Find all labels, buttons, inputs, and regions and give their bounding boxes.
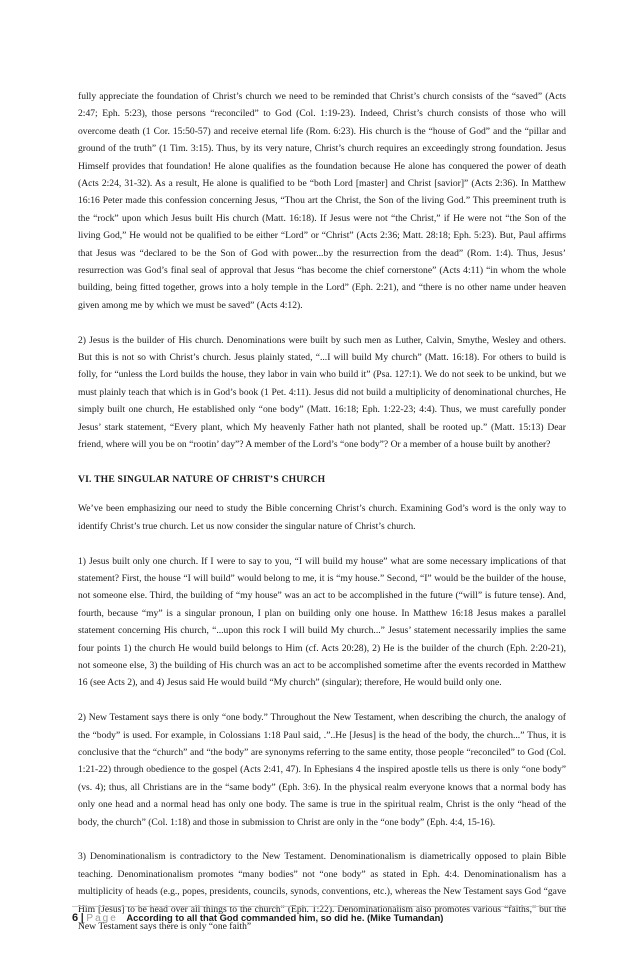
paragraph-denominationalism: 3) Denominationalism is contradictory to the New Testament. Denominationalism is diametrically opposed to plain Bible teaching. Denominationalism promotes “many bodies” not “one body” as stated in Eph. 4:4. Denominationalism has a multiplicity of heads (e.g., popes, presidents, councils, synods, conventions, etc.), whereas the New Testament says God “gave Him [Jesus] to be head over all things to the church” (Eph. 1:22). Denominationalism also promotes various “faiths,” but the New Testament says there is only “one faith” (78, 851, 566, 933)
paragraph-one-body: 2) New Testament says there is only “one body.” Throughout the New Testament, when describing the church, the analogy of the “body” is used. For example, in Colossians 1:18 Paul said, .”..He [Jesus] is the head of the body, the church...” Thus, it is conclusive that the “church” and “the body” are synonyms referring to the same entity, those people “reconciled” to God (Col. 1:21-22) through obedience to the gospel (Acts 2:41, 47). In Ephesians 4 the inspired apostle tells us there is only “one body” (vs. 4); thus, all Christians are in the “same body” (Eph. 3:6). In the physical realm everyone knows that a normal body has only one head and a normal head has only one body. The same is true in the spiritual realm, Christ is the only “head of the body, the church” (Col. 1:18) and those in submission to Christ are only in the “one body” (Eph. 4:4, 15-16). (78, 712, 566, 828)
paragraph-intro: We’ve been emphasizing our need to study the Bible concerning Christ’s church. Examining God’s word is the only way to identify Christ’s true church. Let us now consider the singular nature of Christ’s church. (78, 503, 566, 532)
paragraph-one-church: 1) Jesus built only one church. If I were to say to you, “I will build my house” what are some necessary implications of that statement? First, the house “I will build” would belong to me, it is “my house.” Second, “I” would be the builder of the house, not someone else. Third, the building of “my house” was an act to be accomplished in the future (“will” is future tense). And, fourth, because “my” is a singular pronoun, I plan on building only one house. In Matthew 16:18 Jesus makes a parallel statement concerning His church, “...upon this rock I will build My church...” Jesus’ statement necessarily implies the same four points 1) the church He would build belongs to Him (cf. Acts 20:28), 2) He is the builder of the church (Eph. 2:20-21), not someone else, 3) the building of His church was an act to be accomplished sometime after the events recorded in Matthew 16 (see Acts 2), and 4) Jesus said He would build “My church” (singular); therefore, He would build only one. (78, 555, 566, 689)
page-label: Page (86, 913, 118, 924)
paragraph-builder: 2) Jesus is the builder of His church. Denominations were built by such men as Luther, Calvin, Smythe, Wesley and others. But this is not so with Christ’s church. Jesus plainly stated, “...I will build My church” (Matt. 16:18). For others to build is folly, for “unless the Lord builds the house, they labor in vain who build it” (Psa. 127:1). We do not seek to be unkind, but we must plainly teach that which is in God’s book (1 Pet. 4:11). Jesus did not build a multiplicity of denominational churches, He simply built one church, He established only “one body” (Matt. 16:18; Eph. 1:22-23; 4:4). Thus, we must carefully ponder Jesus’ stark statement, “Every plant, which My heavenly Father hath not planted, shall be rooted up.” (Matt. 15:13) Dear friend, where will you be on “rootin’ day”? A member of the Lord’s “one body”? Or a member of a house built by another? (78, 334, 566, 451)
footer-separator: | (80, 912, 84, 924)
page-body (78, 88, 566, 953)
page-footer (72, 912, 566, 924)
footer-motto: According to all that God commanded him, so did he. (Mike Tumandan) (126, 912, 444, 923)
footer-divider (72, 906, 566, 907)
paragraph-foundation: fully appreciate the foundation of Christ’s church we need to be reminded that Christ’s church consists of the “saved” (Acts 2:47; Eph. 5:23), those persons “reconciled” to God (Col. 1:19-23). Indeed, Christ’s church consists of those who will overcome death (1 Cor. 15:50-57) and receive eternal life (Rom. 6:23). His church is the “house of God” and the “pillar and ground of the truth” (1 Tim. 3:15). Thus, by its very nature, Christ’s church requires an exceedingly strong foundation. Jesus Himself provides that foundation! He alone qualifies as the foundation because He alone has conquered the power of death (Acts 2:24, 31-32). As a result, He alone is qualified to be “both Lord [master] and Christ [savior]” (Acts 2:36). In Matthew 16:16 Peter made this confession concerning Jesus, “Thou art the Christ, the Son of the living God.” This preeminent truth is the “rock” upon which Jesus built His church (Matt. 16:18). If Jesus were not “the Christ,” if He were not “the Son of the living God,” He would not be qualified to be either “Lord” or “Christ” (Acts 2:36; Matt. 28:18; Eph. 5:23). But, Paul affirms that Jesus was “declared to be the Son of God with power...by the resurrection from the dead” (Rom. 1:4). Thus, Jesus’ resurrection was God’s final seal of approval that Jesus “has become the chief cornerstone” (Acts 4:11) “in whom the whole building, being fitted together, grows into a holy temple in the Lord” (Eph. 2:21), and “there is no other name under heaven given among me by which we must be saved” (Acts 4:12). (78, 91, 566, 311)
page-number: 6 (72, 912, 79, 924)
section-heading: VI. THE SINGULAR NATURE OF CHRIST’S CHURCH (78, 473, 326, 485)
